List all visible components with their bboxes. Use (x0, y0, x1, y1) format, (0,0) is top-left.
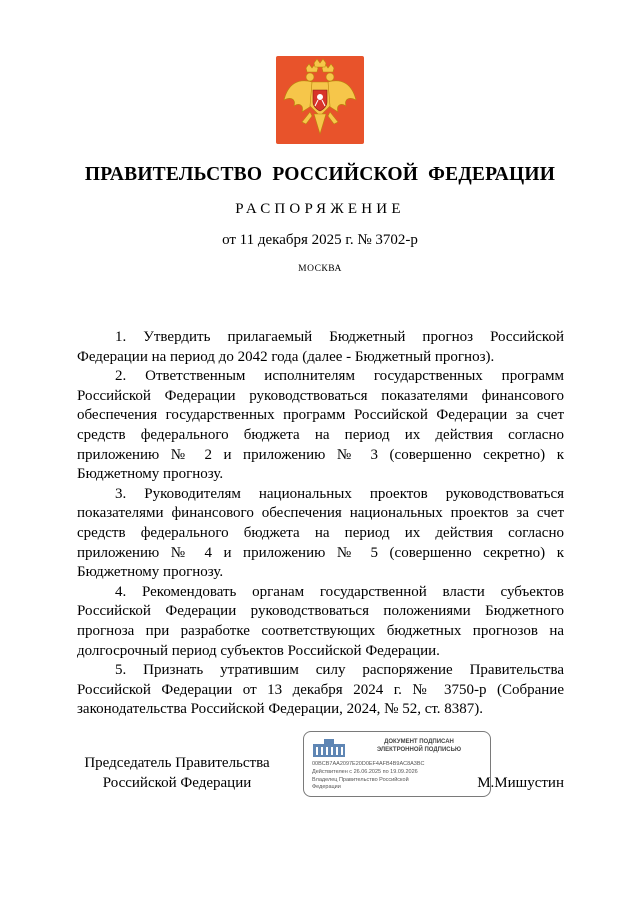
stamp-certificate: 00BCB7AA2097E20D0EF4AFB4B9AC8A3BC (312, 761, 425, 767)
stamp-validity: Действителен с 26.06.2025 по 19.09.2026 (312, 768, 418, 775)
paragraph-4: 4. Рекомендовать органам государственной власти субъектов Российской Федерации руководствоваться положениями Бюджетного прогноза при разработке соответствующих бюджетных прогнозов на долгосрочный период субъектов Российской Федерации. (77, 583, 564, 659)
stamp-details (312, 761, 488, 792)
coat-of-arms-emblem (276, 56, 364, 144)
electronic-signature-stamp (303, 731, 491, 797)
signer-position-line1: Председатель Правительства (84, 755, 270, 771)
paragraph-5: 5. Признать утратившим силу распоряжение Правительства Российской Федерации от 13 декабря 2024 г. № 3750-р (Собрание законодательства Российской Федерации, 2024, № 52, ст. 8387). (77, 662, 564, 718)
stamp-header-line1: ДОКУМЕНТ ПОДПИСАН (384, 739, 454, 745)
paragraph-1: 1. Утвердить прилагаемый Бюджетный прогноз Российской Федерации на период до 2042 года (далее - Бюджетный прогноз). (77, 329, 564, 365)
government-title: ПРАВИТЕЛЬСТВО РОССИЙСКОЙ ФЕДЕРАЦИИ (84, 164, 556, 185)
signer-position (77, 754, 277, 793)
russian-coat-of-arms-icon (276, 56, 364, 144)
signer-name: М.Мишустин (477, 775, 564, 791)
stamp-header-line2: ЭЛЕКТРОННОЙ ПОДПИСЬЮ (376, 746, 462, 753)
signer-position-line2: Российской Федерации (102, 774, 252, 791)
stamp-owner-cont: Федерации (312, 784, 341, 791)
government-building-icon (312, 738, 346, 758)
stamp-header (350, 739, 488, 754)
paragraph-3: 3. Руководителям национальных проектов руководствоваться показателями финансового обеспечения национальных проектов за счет средств федерального бюджета на период их действия согласно приложению № 4 и приложению № 5 (совершенно секретно) к Бюджетному прогнозу. (77, 485, 564, 581)
stamp-owner: Владелец Правительство Российской (312, 776, 409, 783)
document-body (77, 328, 564, 720)
document-city: МОСКВА (298, 264, 342, 274)
document-date-number: от 11 декабря 2025 г. № 3702-р (222, 232, 418, 248)
paragraph-2: 2. Ответственным исполнителям государственных программ Российской Федерации руководствоваться показателями финансового обеспечения государственных программ Российской Федерации за счет средств федерального бюджета на период их действия согласно приложению № 2 и приложению № 3 (совершенно секретно) к Бюджетному прогнозу. (77, 368, 564, 483)
document-type: РАСПОРЯЖЕНИЕ (235, 201, 405, 217)
